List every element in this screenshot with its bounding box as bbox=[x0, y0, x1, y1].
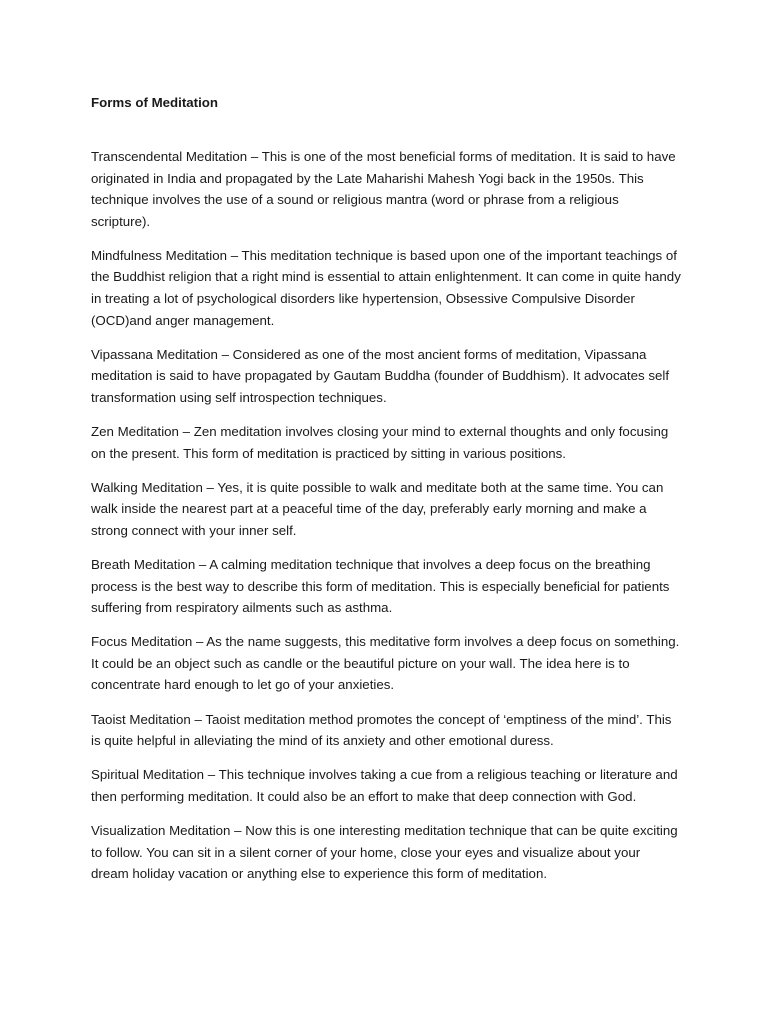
paragraph-walking-meditation: Walking Meditation – Yes, it is quite possible to walk and meditate both at the same time. You can walk inside the nearest part at a peaceful time of the day, preferably early morning and make a strong connect with your inner self. bbox=[91, 479, 664, 538]
paragraph-mindfulness-meditation: Mindfulness Meditation – This meditation technique is based upon one of the important teachings of the Buddhist religion that a right mind is essential to attain enlightenment. It can come in quite handy in treating a lot of psychological disorders like hypertension, Obsessive Compulsive Disorder (OCD)and anger management. bbox=[91, 247, 681, 328]
paragraph-spiritual-meditation: Spiritual Meditation – This technique involves taking a cue from a religious teaching or literature and then performing meditation. It could also be an effort to make that deep connection with God. bbox=[91, 767, 678, 804]
document-title: Forms of Meditation bbox=[91, 95, 219, 110]
paragraph-vipassana-meditation: Vipassana Meditation – Considered as one of the most ancient forms of meditation, Vipassana meditation is said to have propagated by Gautam Buddha (founder of Buddhism). It advocates self transformation using self introspection techniques. bbox=[91, 346, 670, 405]
paragraph-visualization-meditation: Visualization Meditation – Now this is one interesting meditation technique that can be quite exciting to follow. You can sit in a silent corner of your home, close your eyes and visualize about your dream holiday vacation or anything else to experience this form of meditation. bbox=[91, 822, 678, 882]
document-body bbox=[91, 94, 681, 897]
paragraph-taoist-meditation: Taoist Meditation – Taoist meditation method promotes the concept of ‘emptiness of the mind’. This is quite helpful in alleviating the mind of its anxiety and other emotional duress. bbox=[91, 711, 672, 749]
paragraph-focus-meditation: Focus Meditation – As the name suggests, this meditative form involves a deep focus on something. It could be an object such as candle or the beautiful picture on your wall. The idea here is to concentrate hard enough to let go of your anxieties. bbox=[91, 634, 680, 693]
paragraph-zen-meditation: Zen Meditation – Zen meditation involves closing your mind to external thoughts and only focusing on the present. This form of meditation is practiced by sitting in various positions. bbox=[91, 424, 669, 461]
paragraph-breath-meditation: Breath Meditation – A calming meditation technique that involves a deep focus on the breathing process is the best way to describe this form of meditation. This is especially beneficial for patients suffering from respiratory ailments such as asthma. bbox=[91, 557, 670, 616]
paragraph-transcendental-meditation: Transcendental Meditation – This is one of the most beneficial forms of meditation. It is said to have originated in India and propagated by the Late Maharishi Mahesh Yogi back in the 1950s. This technique involves the use of a sound or religious mantra (word or phrase from a religious scripture). bbox=[91, 149, 676, 229]
